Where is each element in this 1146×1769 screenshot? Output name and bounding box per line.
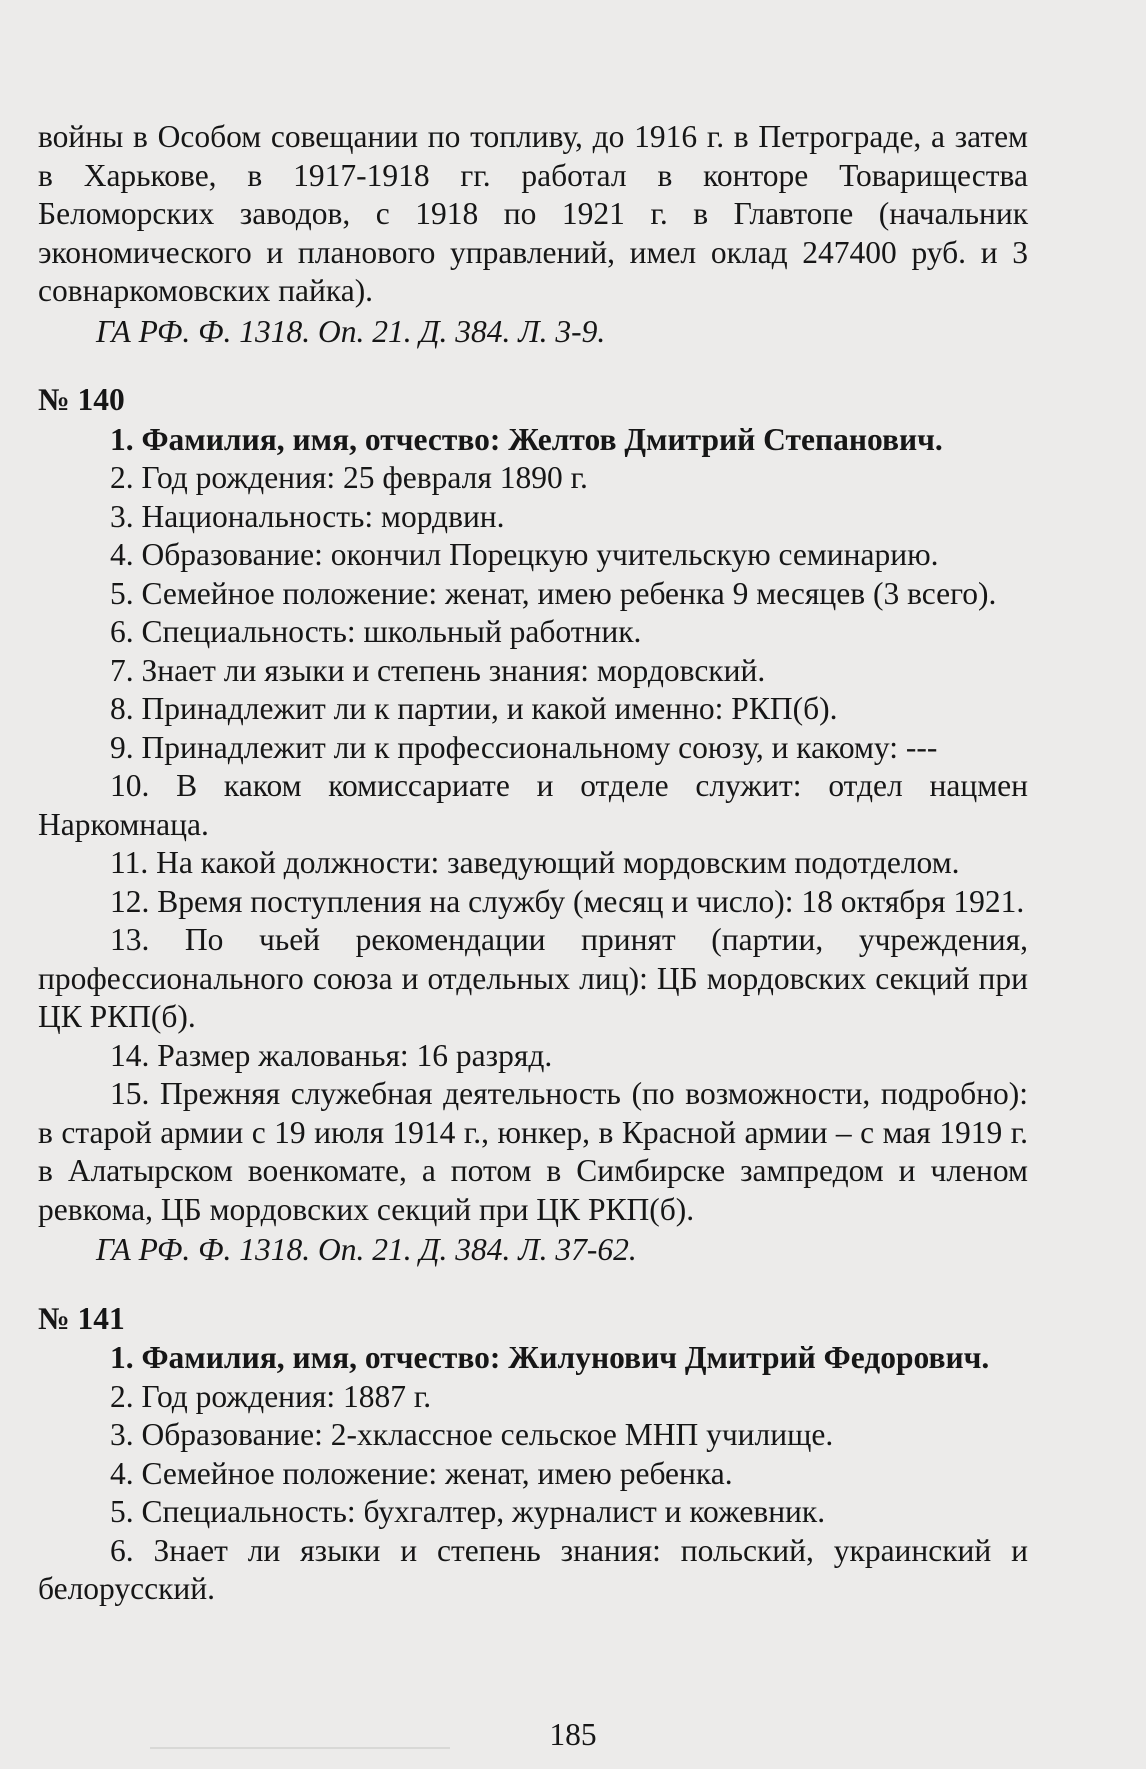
record-line: 2. Год рождения: 1887 г. [110, 1378, 432, 1414]
intro-source: ГА РФ. Ф. 1318. Оп. 21. Д. 384. Л. 3-9. [96, 313, 606, 349]
bleed-through-shade [150, 1747, 450, 1749]
record-141 [38, 1300, 1028, 1609]
record-line: 8. Принадлежит ли к партии, и какой именно: РКП(б). [110, 691, 838, 726]
page-number: 185 [549, 1717, 597, 1752]
record-140 [38, 381, 1028, 1270]
record-line: 4. Семейное положение: женат, имею ребенка. [110, 1455, 733, 1491]
record-line: 6. Специальность: школьный работник. [110, 614, 642, 649]
record-line: 10. В каком комиссариате и отделе служит: отдел нацмен Наркомнаца. [38, 768, 1028, 842]
record-line: 5. Специальность: бухгалтер, журналист и кожевник. [110, 1494, 826, 1529]
record-number: № 140 [38, 382, 125, 417]
record-line: 2. Год рождения: 25 февраля 1890 г. [110, 460, 588, 495]
record-line: 1. Фамилия, имя, отчество: Жилунович Дмитрий Федорович. [110, 1340, 990, 1375]
record-line: 9. Принадлежит ли к профессиональному союзу, и какому: --- [110, 729, 938, 765]
record-line: 13. По чьей рекомендации принят (партии, учреждения, профессионального союза и отдельных лиц): ЦБ мордовских секций при ЦК РКП(б). [38, 922, 1028, 1034]
record-line: 5. Семейное положение: женат, имею ребенка 9 месяцев (3 всего). [110, 575, 997, 611]
record-line: 12. Время поступления на службу (месяц и число): 18 октября 1921. [110, 883, 1025, 919]
record-line: 1. Фамилия, имя, отчество: Желтов Дмитрий Степанович. [110, 421, 943, 457]
page-body [38, 118, 1028, 1609]
record-line: 6. Знает ли языки и степень знания: польский, украинский и белорусский. [38, 1532, 1028, 1606]
record-line: 15. Прежняя служебная деятельность (по возможности, подробно): в старой армии с 19 июля 1914 г., юнкер, в Красной армии – с мая 1919 г. в Алатырском военкомате, а потом в Симбирске зампредом и членом ревкома, ЦБ мордовских секций при ЦК РКП(б). [38, 1076, 1028, 1227]
record-number: № 141 [38, 1300, 125, 1336]
record-line: 14. Размер жалованья: 16 разряд. [110, 1037, 553, 1073]
intro-paragraph: войны в Особом совещании по топливу, до 1916 г. в Петрограде, а затем в Харькове, в 1917-1918 гг. работал в конторе Товарищества Беломорских заводов, с 1918 по 1921 г. в Главтопе (начальник экономического и планового управлений, имел оклад 247400 руб. и 3 совнаркомовских пайка). [38, 119, 1028, 308]
record-line: 7. Знает ли языки и степень знания: мордовский. [110, 652, 766, 688]
record-line: 11. На какой должности: заведующий мордовским подотделом. [110, 845, 960, 880]
record-source: ГА РФ. Ф. 1318. Оп. 21. Д. 384. Л. 37-62. [96, 1232, 637, 1267]
record-line: 4. Образование: окончил Порецкую учительскую семинарию. [110, 537, 939, 572]
record-line: 3. Образование: 2-хклассное сельское МНП училище. [110, 1417, 834, 1452]
record-line: 3. Национальность: мордвин. [110, 498, 505, 534]
